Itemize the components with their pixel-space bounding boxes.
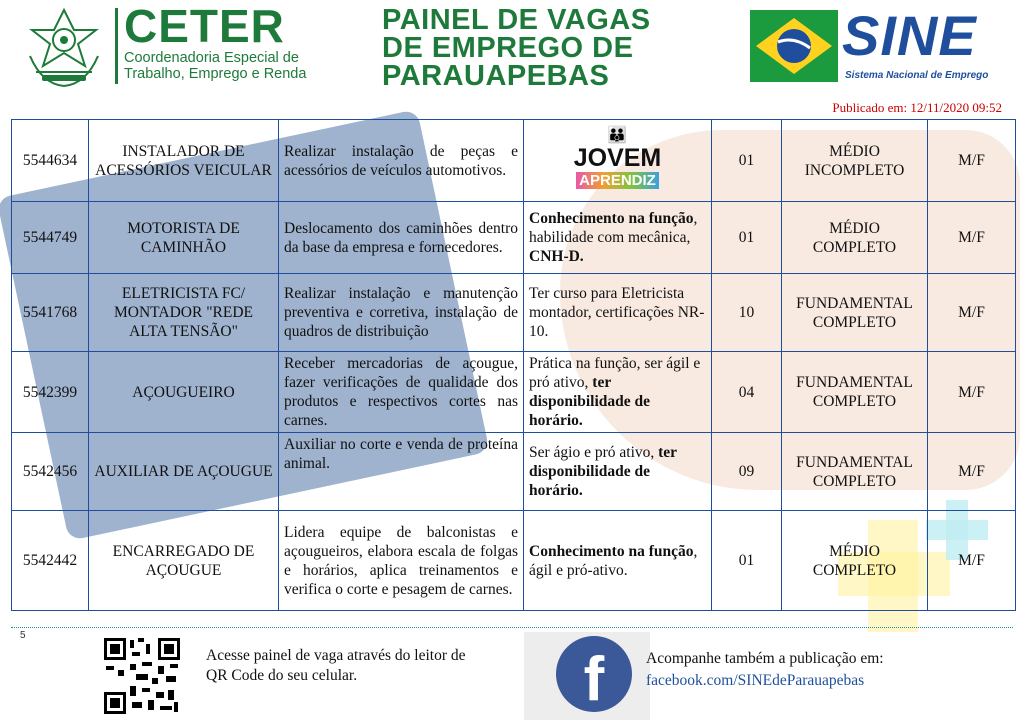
ceter-subtitle: [124, 50, 306, 82]
job-description: Receber mercadorias de açougue, fazer verificações de qualidade dos produtos e respectivos cortes nas carnes.: [279, 352, 524, 433]
jovem-aprendiz-logo: [570, 127, 666, 195]
people-figures-icon: 👪: [607, 126, 628, 144]
requirement-bold-2: CNH-D.: [529, 248, 584, 265]
job-sex: M/F: [928, 274, 1016, 352]
job-title: AUXILIAR DE AÇOUGUE: [89, 433, 279, 511]
page-header: [0, 0, 1024, 118]
job-requirements: [524, 120, 712, 202]
para-state-crest-icon: [22, 6, 106, 90]
ceter-subtitle-line-1: Coordenadoria Especial de: [124, 50, 299, 66]
job-quantity: 09: [712, 433, 782, 511]
job-quantity: 01: [712, 202, 782, 274]
qr-instructions-line-2: QR Code do seu celular.: [206, 667, 358, 684]
job-title: MOTORISTA DE CAMINHÃO: [89, 202, 279, 274]
job-requirements: [524, 433, 712, 511]
job-description: Deslocamento dos caminhões dentro da base da empresa e fornecedores.: [279, 202, 524, 274]
sine-subtitle: Sistema Nacional de Emprego: [845, 70, 989, 81]
job-quantity: 01: [712, 120, 782, 202]
job-quantity: 10: [712, 274, 782, 352]
job-sex: M/F: [928, 120, 1016, 202]
requirement-bold-1: Conhecimento na função: [529, 210, 694, 227]
job-education: MÉDIO COMPLETO: [782, 511, 928, 611]
page-title-line-3: PARAUAPEBAS: [382, 60, 610, 92]
job-description: Lidera equipe de balconistas e açougueiros, elabora escala de folgas e horários, aplica treinamentos e verifica o corte e pesagem de carnes.: [279, 511, 524, 611]
job-quantity: 01: [712, 511, 782, 611]
requirement-text-1: Ser ágio e pró ativo,: [529, 444, 659, 461]
table-row: [12, 274, 1016, 352]
table-row: [12, 202, 1016, 274]
job-title: ELETRICISTA FC/ MONTADOR "REDE ALTA TENSÃO": [89, 274, 279, 352]
page-number: 5: [20, 630, 26, 641]
job-code: 5542456: [12, 433, 89, 511]
brazil-flag-icon: [750, 10, 838, 82]
job-code: 5541768: [12, 274, 89, 352]
job-education: FUNDAMENTAL COMPLETO: [782, 352, 928, 433]
requirement-text-1: Prática na função, ser ágil e pró ativo,: [529, 355, 701, 391]
published-date: Publicado em: 12/11/2020 09:52: [832, 100, 1002, 115]
job-education: MÉDIO INCOMPLETO: [782, 120, 928, 202]
footer-divider: [11, 627, 1013, 628]
job-requirements: [524, 511, 712, 611]
job-requirements: [524, 352, 712, 433]
table-row: [12, 433, 1016, 511]
job-requirements: [524, 202, 712, 274]
qr-instructions: [206, 646, 516, 686]
table-row: [12, 120, 1016, 202]
job-requirements: Ter curso para Eletricista montador, certificações NR-10.: [524, 274, 712, 352]
job-description: Realizar instalação de peças e acessórios de veículos automotivos.: [279, 120, 524, 202]
jovem-aprendiz-logo-text-2: APRENDIZ: [576, 172, 659, 189]
ceter-divider: [115, 8, 118, 84]
job-education: MÉDIO COMPLETO: [782, 202, 928, 274]
job-title: AÇOUGUEIRO: [89, 352, 279, 433]
job-sex: M/F: [928, 352, 1016, 433]
requirement-bold-1: ter disponibilidade de horário.: [529, 444, 677, 499]
job-description: Realizar instalação e manutenção preventiva e corretiva, instalação de quadros de distribuição: [279, 274, 524, 352]
table-row: [12, 511, 1016, 611]
job-vacancies-table: [11, 119, 1016, 611]
page-title: [382, 6, 742, 90]
job-quantity: 04: [712, 352, 782, 433]
job-title: ENCARREGADO DE AÇOUGUE: [89, 511, 279, 611]
facebook-link[interactable]: facebook.com/SINEdeParauapebas: [646, 672, 865, 689]
facebook-caption: Acompanhe também a publicação em:: [646, 650, 884, 667]
job-code: 5542399: [12, 352, 89, 433]
requirement-text-1: , ágil e pró-ativo.: [529, 542, 698, 579]
jovem-aprendiz-logo-text-1: JOVEM: [573, 143, 662, 172]
sine-logo-text: SINE: [842, 4, 977, 67]
requirement-text-1: , habilidade com mecânica,: [529, 210, 698, 246]
job-code: 5542442: [12, 511, 89, 611]
job-sex: M/F: [928, 433, 1016, 511]
facebook-icon[interactable]: f: [556, 636, 632, 712]
ceter-subtitle-line-2: Trabalho, Emprego e Renda: [124, 66, 307, 82]
facebook-info: [646, 648, 884, 692]
requirement-bold-1: ter disponibilidade de horário.: [529, 374, 651, 429]
job-education: FUNDAMENTAL COMPLETO: [782, 274, 928, 352]
job-description: Auxiliar no corte e venda de proteína animal.: [279, 433, 524, 511]
job-sex: M/F: [928, 511, 1016, 611]
requirement-bold-1: Conhecimento na função: [529, 542, 694, 560]
qr-code-icon[interactable]: [102, 636, 182, 716]
job-title: INSTALADOR DE ACESSÓRIOS VEICULAR: [89, 120, 279, 202]
page-title-line-1: PAINEL DE VAGAS: [382, 4, 651, 36]
job-sex: M/F: [928, 202, 1016, 274]
table-row: [12, 352, 1016, 433]
job-education: FUNDAMENTAL COMPLETO: [782, 433, 928, 511]
qr-instructions-line-1: Acesse painel de vaga através do leitor de: [206, 647, 466, 664]
ceter-title: CETER: [124, 0, 285, 52]
job-code: 5544749: [12, 202, 89, 274]
page-title-line-2: DE EMPREGO DE: [382, 32, 634, 64]
job-code: 5544634: [12, 120, 89, 202]
